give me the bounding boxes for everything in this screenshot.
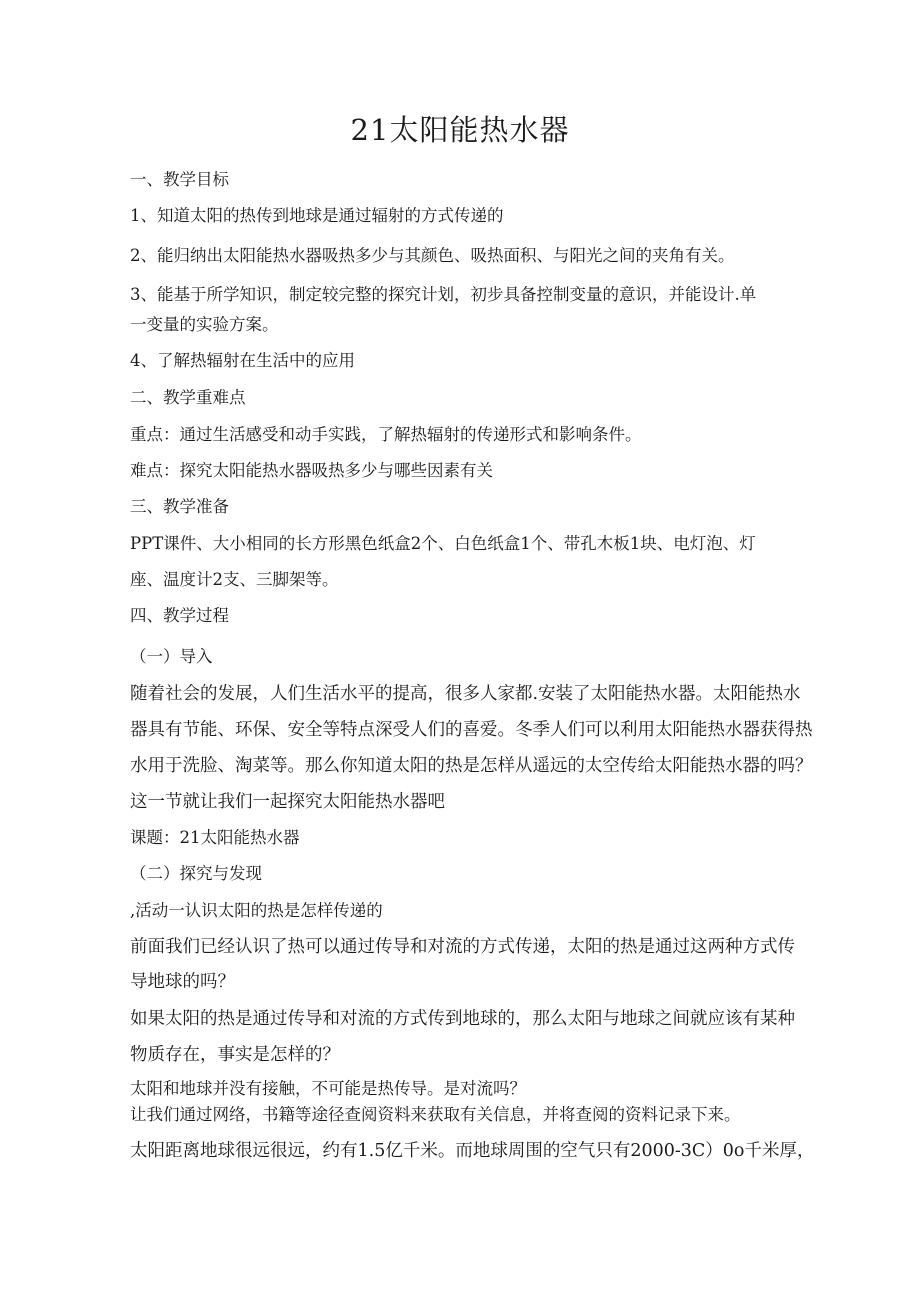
activity-paragraph-1-line-2: 导地球的吗？ (130, 972, 235, 992)
intro-paragraph-line-1: 随着社会的发展，人们生活水平的提高，很多人家都.安装了太阳能热水器。太阳能热水 (130, 684, 801, 704)
activity-paragraph-3: 太阳和地球并没有接触，不可能是热传导。是对流吗？ (130, 1079, 526, 1098)
lesson-topic: 课题：21太阳能热水器 (130, 828, 300, 847)
activity-paragraph-5-line-1: 太阳距离地球很远很远，约有1.5亿千米。而地球周围的空气只有2000-3C）0o千米厚， (130, 1141, 815, 1161)
key-point: 重点：通过生活感受和动手实践，了解热辐射的传递形式和影响条件。 (130, 425, 642, 444)
section-heading-preparation: 三、教学准备 (130, 497, 229, 516)
section-heading-process: 四、教学过程 (130, 606, 229, 625)
difficult-point: 难点：探究太阳能热水器吸热多少与哪些因素有关 (130, 461, 493, 480)
subsection-exploration: （二）探究与发现 (130, 864, 262, 883)
objective-3-line-2: 一变量的实验方案。 (130, 315, 279, 334)
objective-4: 4、了解热辐射在生活中的应用 (130, 351, 355, 370)
intro-paragraph-line-3: 水用于洗脸、淘菜等。那么你知道太阳的热是怎样从遥远的太空传给太阳能热水器的吗？ (130, 756, 813, 776)
intro-paragraph-line-2: 器具有节能、环保、安全等特点深受人们的喜爱。冬季人们可以利用太阳能热水器获得热 (130, 720, 813, 740)
objective-3-line-1: 3、能基于所学知识，制定较完整的探究计划，初步具备控制变量的意识，并能设计.单 (130, 285, 757, 304)
intro-paragraph-line-4: 这一节就让我们一起探究太阳能热水器吧 (130, 792, 445, 812)
preparation-line-1: PPT课件、大小相同的长方形黑色纸盒2个、白色纸盒1个、带孔木板1块、电灯泡、灯 (130, 534, 756, 553)
activity-one-heading: ,活动一认识太阳的热是怎样传递的 (130, 901, 383, 920)
activity-paragraph-2-line-1: 如果太阳的热是通过传导和对流的方式传到地球的，那么太阳与地球之间就应该有某种 (130, 1009, 795, 1029)
activity-paragraph-4: 让我们通过网络，书籍等途径查阅资料来获取有关信息，并将查阅的资料记录下来。 (130, 1105, 741, 1124)
preparation-line-2: 座、温度计2支、三脚架等。 (130, 570, 339, 589)
section-heading-objectives: 一、教学目标 (130, 170, 229, 189)
section-heading-key-points: 二、教学重难点 (130, 388, 246, 407)
subsection-introduction: （一）导入 (130, 647, 213, 666)
objective-1: 1、知道太阳的热传到地球是通过辐射的方式传递的 (130, 206, 504, 225)
activity-paragraph-1-line-1: 前面我们已经认识了热可以通过传导和对流的方式传递，太阳的热是通过这两种方式传 (130, 937, 795, 957)
page-title: 21太阳能热水器 (350, 113, 570, 147)
objective-2: 2、能归纳出太阳能热水器吸热多少与其颜色、吸热面积、与阳光之间的夹角有关。 (130, 246, 735, 265)
activity-paragraph-2-line-2: 物质存在，事实是怎样的？ (130, 1045, 340, 1065)
